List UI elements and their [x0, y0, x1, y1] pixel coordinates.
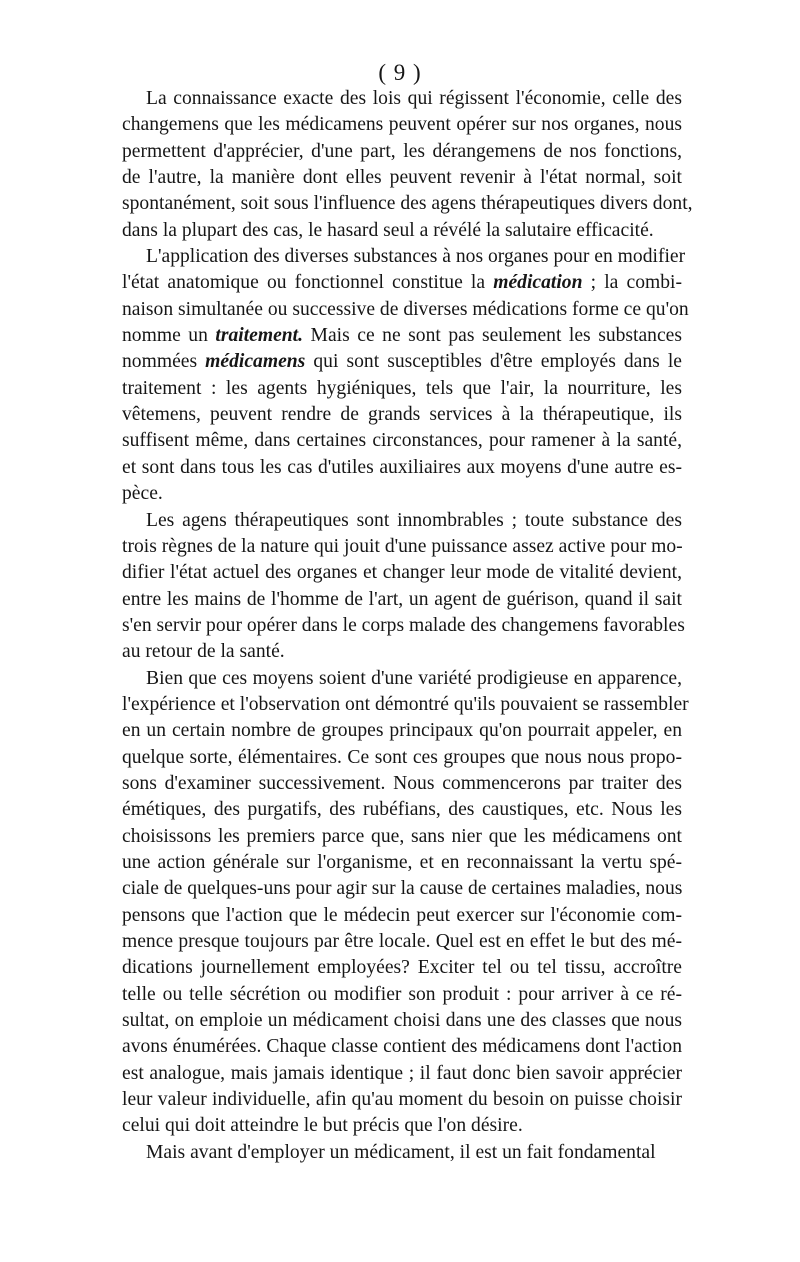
body-text	[122, 86, 693, 1166]
text-line: choisissons les premiers parce que, sans nier que les médicamens ont	[122, 825, 682, 847]
text-line: difier l'état actuel des organes et changer leur mode de vitalité devient,	[122, 562, 682, 584]
text-line: et sont dans tous les cas d'utiles auxiliaires aux moyens d'une autre es-	[122, 456, 682, 478]
text-line: La connaissance exacte des lois qui régissent l'économie, celle des	[146, 88, 682, 109]
text-line: traitement : les agents hygiéniques, tels que l'air, la nourriture, les	[122, 377, 682, 399]
text-line: dans la plupart des cas, le hasard seul a révélé la salutaire efficacité.	[122, 219, 654, 241]
text-line: quelque sorte, élémentaires. Ce sont ces groupes que nous nous propo-	[122, 746, 682, 768]
text-line: s'en servir pour opérer dans le corps malade des changemens favorables	[122, 614, 685, 636]
text-line: permettent d'apprécier, d'une part, les dérangemens de nos fonctions,	[122, 140, 682, 162]
text-line: changemens que les médicamens peuvent opérer sur nos organes, nous	[122, 114, 682, 136]
text-line: mence presque toujours par être locale. Quel est en effet le but des mé-	[122, 931, 682, 952]
paragraph	[122, 508, 685, 666]
text-line: sons d'examiner successivement. Nous commencerons par traiter des	[122, 772, 682, 794]
text-line: trois règnes de la nature qui jouit d'une puissance assez active pour mo-	[122, 535, 683, 557]
text-line: est analogue, mais jamais identique ; il faut donc bien savoir apprécier	[122, 1062, 682, 1084]
text-line: Bien que ces moyens soient d'une variété prodigieuse en apparence,	[146, 667, 682, 689]
text-line: naison simultanée ou successive de diverses médications forme ce qu'on	[122, 298, 689, 320]
text-line: émétiques, des purgatifs, des rubéfians, des caustiques, etc. Nous les	[122, 799, 682, 821]
text-line: de l'autre, la manière dont elles peuvent revenir à l'état normal, soit	[122, 167, 682, 189]
text-line: dications journellement employées? Exciter tel ou tel tissu, accroître	[122, 957, 682, 979]
text-line: l'expérience et l'observation ont démontré qu'ils pouvaient se rassembler	[122, 693, 689, 715]
paragraph	[122, 1140, 682, 1166]
text-line: Les agens thérapeutiques sont innombrables ; toute substance des	[146, 509, 682, 531]
text-line: leur valeur individuelle, afin qu'au moment du besoin on puisse choisir	[122, 1089, 682, 1111]
text-line: vêtemens, peuvent rendre de grands services à la thérapeutique, ils	[122, 404, 682, 426]
text-line: en un certain nombre de groupes principaux qu'on pourrait appeler, en	[122, 720, 682, 742]
text-line: sultat, on emploie un médicament choisi dans une des classes que nous	[122, 1010, 682, 1032]
text-line: pèce.	[122, 483, 163, 505]
paragraph	[122, 86, 693, 244]
text-line: avons énumérées. Chaque classe contient des médicamens dont l'action	[122, 1036, 682, 1058]
text-line: ciale de quelques-uns pour agir sur la cause de certaines maladies, nous	[122, 878, 683, 900]
text-line: L'application des diverses substances à nos organes pour en modifier	[146, 246, 686, 268]
text-line: nommées médicamens qui sont susceptibles d'être employés dans le	[122, 351, 683, 373]
text-line: nomme un traitement. Mais ce ne sont pas seulement les substances	[122, 325, 682, 347]
text-line: Mais avant d'employer un médicament, il est un fait fondamental	[146, 1141, 656, 1163]
paragraph	[122, 666, 689, 1140]
text-line: entre les mains de l'homme de l'art, un agent de guérison, quand il sait	[122, 588, 682, 610]
text-line: au retour de la santé.	[122, 641, 285, 663]
text-line: l'état anatomique ou fonctionnel constitue la médication ; la combi-	[122, 272, 682, 294]
text-line: spontanément, soit sous l'influence des agens thérapeutiques divers dont,	[122, 193, 693, 215]
paragraph	[122, 244, 689, 507]
text-line: suffisent même, dans certaines circonstances, pour ramener à la santé,	[122, 430, 682, 452]
text-line: telle ou telle sécrétion ou modifier son produit : pour arriver à ce ré-	[122, 983, 682, 1005]
text-line: une action générale sur l'organisme, et en reconnaissant la vertu spé-	[122, 851, 682, 873]
page-number: ( 9 )	[378, 60, 422, 85]
text-line: pensons que l'action que le médecin peut exercer sur l'économie com-	[122, 904, 682, 926]
text-line: celui qui doit atteindre le but précis que l'on désire.	[122, 1115, 523, 1137]
